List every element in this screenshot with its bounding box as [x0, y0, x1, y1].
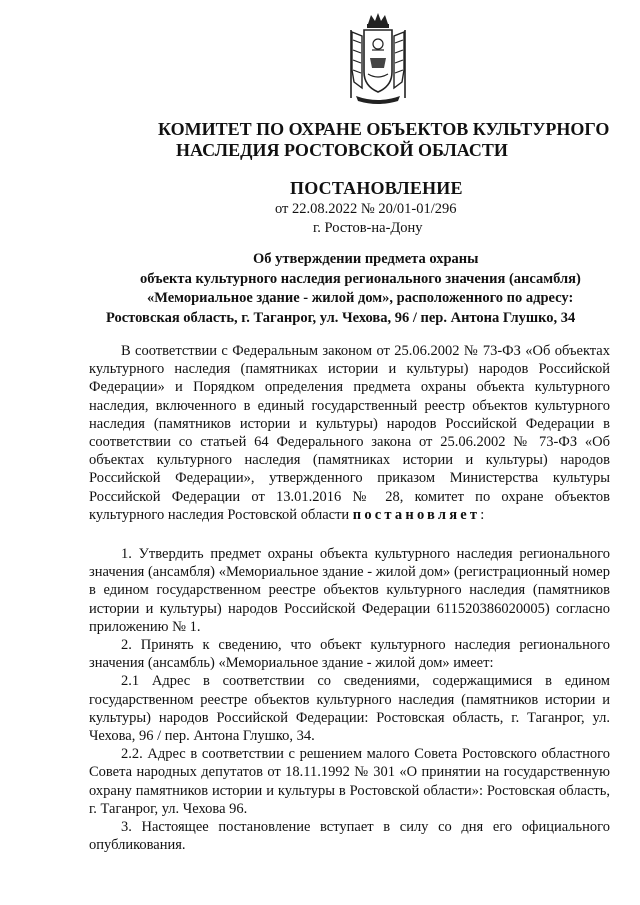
resolves-colon: : — [480, 506, 485, 523]
organization-line-1: КОМИТЕТ ПО ОХРАНЕ ОБЪЕКТОВ КУЛЬТУРНОГО — [158, 119, 610, 139]
resolves-word: постановляет — [352, 506, 481, 523]
coat-of-arms-icon — [348, 10, 408, 105]
preamble-text: В соответствии с Федеральным законом от 25.06.2002 № 73-ФЗ «Об объектах культурного наследия (памятниках истории и культуры) народов Российской Федерации» и Порядком определения предмета охраны объекта культурного наследия, включенного в единый государственный реестр объектов культурного наследия (памятников истории и культуры) народов Российской Федерации в соответствии со статьей 64 Федерального закона от 25.06.2002 № 73-ФЗ «Об объектах культурного наследия (памятниках истории и культуры) народов Российской Федерации», утвержденного приказом Министерства культуры Российской Федерации от 13.01.2016 № 28, комитет по охране объектов культурного наследия Ростовской области — [89, 343, 610, 523]
document-number: от 22.08.2022 № 20/01-01/296 — [275, 201, 457, 217]
preamble-paragraph — [89, 342, 610, 524]
item-3: 3. Настоящее постановление вступает в силу со дня его официального опубликования. — [89, 819, 610, 854]
document-city: г. Ростов-на-Дону — [313, 220, 423, 236]
preamble — [89, 342, 610, 524]
subject-line-4: Ростовская область, г. Таганрог, ул. Чехова, 96 / пер. Антона Глушко, 34 — [106, 309, 576, 326]
document-type: ПОСТАНОВЛЕНИЕ — [290, 178, 463, 198]
item-2-1: 2.1 Адрес в соответствии со сведениями, содержащимися в едином государственном реестре объектов культурного наследия (памятников истории и культуры) народов Российской Федерации: Ростовская область, г. Таганрог, ул. Чехова, 96 / пер. Антона Глушко, 34. — [89, 673, 610, 745]
item-2: 2. Принять к сведению, что объект культурного наследия регионального значения (ансамбль) «Мемориальное здание - жилой дом» имеет: — [89, 637, 610, 672]
subject-line-3: «Мемориальное здание - жилой дом», расположенного по адресу: — [147, 290, 574, 306]
organization-line-2: НАСЛЕДИЯ РОСТОВСКОЙ ОБЛАСТИ — [176, 140, 508, 160]
item-2-2: 2.2. Адрес в соответствии с решением малого Совета Ростовского областного Совета народных депутатов от 18.11.1992 № 301 «О принятии на государственную охрану памятников истории и культуры в Ростовской области»: Ростовская область, г. Таганрог, ул. Чехова 96. — [89, 746, 610, 817]
item-1: 1. Утвердить предмет охраны объекта культурного наследия регионального значения (ансамбля) «Мемориальное здание - жилой дом» (регистрационный номер в едином государственном реестре объектов культурного наследия (памятников истории и культуры) народов Российской Федерации 611520386020005) согласно приложению № 1. — [89, 546, 610, 635]
subject-line-2: объекта культурного наследия регионального значения (ансамбля) — [140, 270, 581, 287]
resolution-items — [89, 545, 610, 854]
subject-line-1: Об утверждении предмета охраны — [253, 251, 479, 267]
